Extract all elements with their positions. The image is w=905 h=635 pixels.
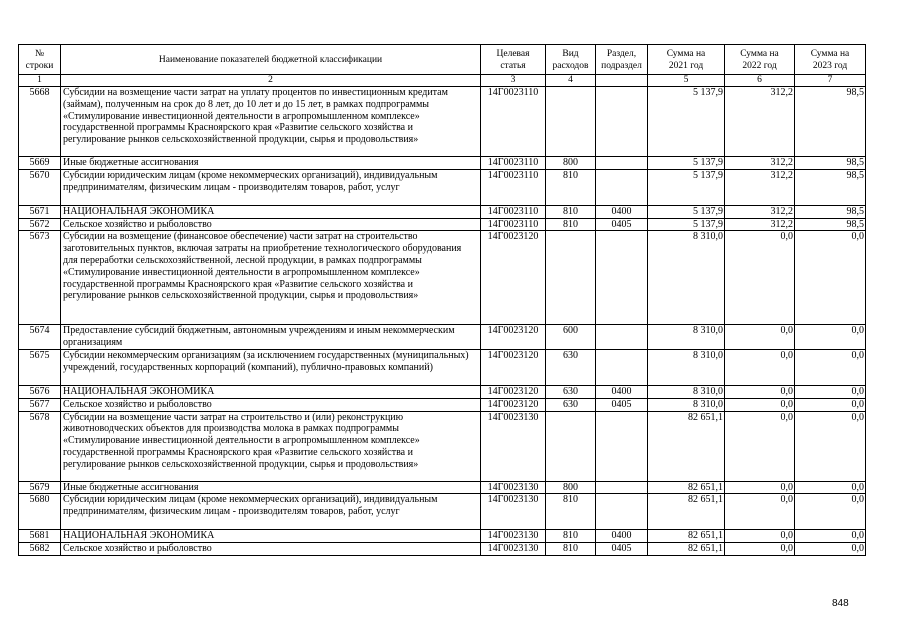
table-row xyxy=(19,231,866,325)
row-target: 14Г0023110 xyxy=(481,218,546,231)
row-name: НАЦИОНАЛЬНАЯ ЭКОНОМИКА xyxy=(61,530,481,543)
row-sum-2021: 82 651,1 xyxy=(648,411,725,481)
row-sum-2022: 0,0 xyxy=(725,349,795,385)
row-kind: 800 xyxy=(546,157,596,170)
header-target: Целевая статья xyxy=(481,45,546,75)
row-section xyxy=(596,169,648,205)
row-sum-2023: 0,0 xyxy=(795,530,866,543)
row-sum-2021: 8 310,0 xyxy=(648,398,725,411)
row-sum-2021: 82 651,1 xyxy=(648,494,725,530)
row-name: Иные бюджетные ассигнования xyxy=(61,481,481,494)
row-kind: 810 xyxy=(546,205,596,218)
row-name: Субсидии юридическим лицам (кроме некоммерческих организаций), индивидуальным предпринимателям, физическим лицам - производителям товаров, работ, услуг xyxy=(61,169,481,205)
column-number: 2 xyxy=(61,75,481,87)
row-sum-2021: 8 310,0 xyxy=(648,349,725,385)
row-number: 5669 xyxy=(19,157,61,170)
row-sum-2023: 0,0 xyxy=(795,231,866,325)
row-sum-2023: 0,0 xyxy=(795,349,866,385)
row-number: 5676 xyxy=(19,385,61,398)
row-sum-2023: 0,0 xyxy=(795,543,866,556)
row-sum-2022: 312,2 xyxy=(725,157,795,170)
table-row xyxy=(19,205,866,218)
row-sum-2022: 312,2 xyxy=(725,87,795,157)
header-section: Раздел, подраздел xyxy=(596,45,648,75)
header-name: Наименование показателей бюджетной классификации xyxy=(61,45,481,75)
table-row xyxy=(19,349,866,385)
row-target: 14Г0023120 xyxy=(481,385,546,398)
column-number: 5 xyxy=(648,75,725,87)
row-number: 5673 xyxy=(19,231,61,325)
table-row xyxy=(19,87,866,157)
row-target: 14Г0023130 xyxy=(481,543,546,556)
row-name: Иные бюджетные ассигнования xyxy=(61,157,481,170)
row-section xyxy=(596,157,648,170)
row-sum-2021: 5 137,9 xyxy=(648,205,725,218)
row-kind: 800 xyxy=(546,481,596,494)
row-name: Сельское хозяйство и рыболовство xyxy=(61,398,481,411)
column-number: 1 xyxy=(19,75,61,87)
row-section: 0405 xyxy=(596,543,648,556)
row-number: 5677 xyxy=(19,398,61,411)
row-sum-2021: 8 310,0 xyxy=(648,231,725,325)
row-number: 5671 xyxy=(19,205,61,218)
row-section xyxy=(596,411,648,481)
table-row xyxy=(19,157,866,170)
row-target: 14Г0023120 xyxy=(481,398,546,411)
row-name: Субсидии юридическим лицам (кроме некоммерческих организаций), индивидуальным предпринимателям, физическим лицам - производителям товаров, работ, услуг xyxy=(61,494,481,530)
row-name: Субсидии на возмещение части затрат на строительство и (или) реконструкцию животноводческих объектов для производства молока в рамках подпрограммы «Стимулирование инвестиционной деятельности в агропромышленном комплексе» государственной программы Красноярского края «Развитие сельского хозяйства и регулирование рынков сельскохозяйственной продукции, сырья и продовольствия» xyxy=(61,411,481,481)
row-number: 5680 xyxy=(19,494,61,530)
table-row xyxy=(19,385,866,398)
column-number: 6 xyxy=(725,75,795,87)
header-row-no: № строки xyxy=(19,45,61,75)
table-row xyxy=(19,411,866,481)
row-sum-2021: 82 651,1 xyxy=(648,530,725,543)
row-kind: 630 xyxy=(546,385,596,398)
row-target: 14Г0023110 xyxy=(481,87,546,157)
table-row xyxy=(19,543,866,556)
row-target: 14Г0023120 xyxy=(481,325,546,350)
row-section xyxy=(596,231,648,325)
row-sum-2022: 0,0 xyxy=(725,385,795,398)
row-kind xyxy=(546,87,596,157)
header-sum-2022: Сумма на 2022 год xyxy=(725,45,795,75)
header-sum-2021: Сумма на 2021 год xyxy=(648,45,725,75)
row-target: 14Г0023130 xyxy=(481,530,546,543)
table-body xyxy=(19,87,866,556)
row-name: Предоставление субсидий бюджетным, автономным учреждениям и иным некоммерческим организациям xyxy=(61,325,481,350)
column-number: 7 xyxy=(795,75,866,87)
row-number: 5670 xyxy=(19,169,61,205)
table-header xyxy=(19,45,866,87)
row-target: 14Г0023110 xyxy=(481,157,546,170)
row-sum-2021: 5 137,9 xyxy=(648,87,725,157)
row-section xyxy=(596,325,648,350)
row-target: 14Г0023120 xyxy=(481,231,546,325)
row-sum-2022: 0,0 xyxy=(725,481,795,494)
row-sum-2023: 0,0 xyxy=(795,494,866,530)
row-target: 14Г0023110 xyxy=(481,169,546,205)
row-sum-2022: 0,0 xyxy=(725,325,795,350)
row-sum-2021: 8 310,0 xyxy=(648,325,725,350)
row-sum-2023: 98,5 xyxy=(795,157,866,170)
row-kind xyxy=(546,411,596,481)
header-sum-2023: Сумма на 2023 год xyxy=(795,45,866,75)
page-number: 848 xyxy=(832,598,849,609)
table-row xyxy=(19,481,866,494)
row-sum-2022: 0,0 xyxy=(725,398,795,411)
table-row xyxy=(19,218,866,231)
row-sum-2021: 8 310,0 xyxy=(648,385,725,398)
row-sum-2021: 5 137,9 xyxy=(648,218,725,231)
table-row xyxy=(19,169,866,205)
row-sum-2022: 312,2 xyxy=(725,205,795,218)
row-sum-2022: 312,2 xyxy=(725,218,795,231)
row-sum-2022: 312,2 xyxy=(725,169,795,205)
row-section xyxy=(596,349,648,385)
row-name: Сельское хозяйство и рыболовство xyxy=(61,218,481,231)
row-section: 0405 xyxy=(596,218,648,231)
column-number: 4 xyxy=(546,75,596,87)
row-number: 5668 xyxy=(19,87,61,157)
row-kind: 810 xyxy=(546,169,596,205)
row-section xyxy=(596,87,648,157)
row-sum-2023: 0,0 xyxy=(795,411,866,481)
header-kind: Вид расходов xyxy=(546,45,596,75)
budget-table xyxy=(18,44,866,556)
row-target: 14Г0023130 xyxy=(481,481,546,494)
row-name: НАЦИОНАЛЬНАЯ ЭКОНОМИКА xyxy=(61,205,481,218)
row-kind: 630 xyxy=(546,398,596,411)
row-kind: 600 xyxy=(546,325,596,350)
row-section: 0400 xyxy=(596,530,648,543)
row-section: 0400 xyxy=(596,205,648,218)
row-kind: 630 xyxy=(546,349,596,385)
row-kind: 810 xyxy=(546,530,596,543)
row-sum-2021: 5 137,9 xyxy=(648,157,725,170)
row-name: Субсидии на возмещение части затрат на уплату процентов по инвестиционным кредитам (займам), полученным на срок до 8 лет, до 10 лет и до 15 лет, в рамках подпрограммы «Стимулирование инвестиционной деятельности в агропромышленном комплексе» государственной программы Красноярского края «Развитие сельского хозяйства и регулирование рынков сельскохозяйственной продукции, сырья и продовольствия» xyxy=(61,87,481,157)
row-number: 5678 xyxy=(19,411,61,481)
row-section: 0400 xyxy=(596,385,648,398)
row-sum-2022: 0,0 xyxy=(725,530,795,543)
row-section: 0405 xyxy=(596,398,648,411)
row-section xyxy=(596,494,648,530)
row-sum-2023: 98,5 xyxy=(795,87,866,157)
column-number: 3 xyxy=(481,75,546,87)
row-target: 14Г0023110 xyxy=(481,205,546,218)
row-target: 14Г0023120 xyxy=(481,349,546,385)
row-sum-2023: 98,5 xyxy=(795,218,866,231)
row-name: Сельское хозяйство и рыболовство xyxy=(61,543,481,556)
row-name: Субсидии некоммерческим организациям (за исключением государственных (муниципальных) учреждений, государственных корпораций (компаний), публично-правовых компаний) xyxy=(61,349,481,385)
row-number: 5672 xyxy=(19,218,61,231)
column-numbers-row xyxy=(19,75,866,87)
row-name: Субсидии на возмещение (финансовое обеспечение) части затрат на строительство заготовительных пунктов, включая затраты на приобретение технологического оборудования для переработки сельскохозяйственной, лесной продукции, в рамках подпрограммы «Стимулирование инвестиционной деятельности в агропромышленном комплексе» государственной программы Красноярского края «Развитие сельского хозяйства и регулирование рынков сельскохозяйственной продукции, сырья и продовольствия» xyxy=(61,231,481,325)
table-row xyxy=(19,494,866,530)
row-kind: 810 xyxy=(546,218,596,231)
row-name: НАЦИОНАЛЬНАЯ ЭКОНОМИКА xyxy=(61,385,481,398)
row-sum-2022: 0,0 xyxy=(725,543,795,556)
row-section xyxy=(596,481,648,494)
row-number: 5682 xyxy=(19,543,61,556)
row-sum-2023: 98,5 xyxy=(795,205,866,218)
row-kind xyxy=(546,231,596,325)
table-row xyxy=(19,325,866,350)
row-kind: 810 xyxy=(546,494,596,530)
row-number: 5674 xyxy=(19,325,61,350)
row-sum-2023: 0,0 xyxy=(795,325,866,350)
row-sum-2022: 0,0 xyxy=(725,411,795,481)
row-target: 14Г0023130 xyxy=(481,411,546,481)
table-row xyxy=(19,530,866,543)
row-sum-2022: 0,0 xyxy=(725,494,795,530)
row-sum-2023: 0,0 xyxy=(795,481,866,494)
row-sum-2023: 98,5 xyxy=(795,169,866,205)
row-sum-2021: 5 137,9 xyxy=(648,169,725,205)
row-number: 5681 xyxy=(19,530,61,543)
row-sum-2023: 0,0 xyxy=(795,398,866,411)
row-sum-2023: 0,0 xyxy=(795,385,866,398)
table-row xyxy=(19,398,866,411)
row-number: 5679 xyxy=(19,481,61,494)
row-target: 14Г0023130 xyxy=(481,494,546,530)
row-number: 5675 xyxy=(19,349,61,385)
row-sum-2022: 0,0 xyxy=(725,231,795,325)
row-kind: 810 xyxy=(546,543,596,556)
row-sum-2021: 82 651,1 xyxy=(648,543,725,556)
column-number xyxy=(596,75,648,87)
row-sum-2021: 82 651,1 xyxy=(648,481,725,494)
